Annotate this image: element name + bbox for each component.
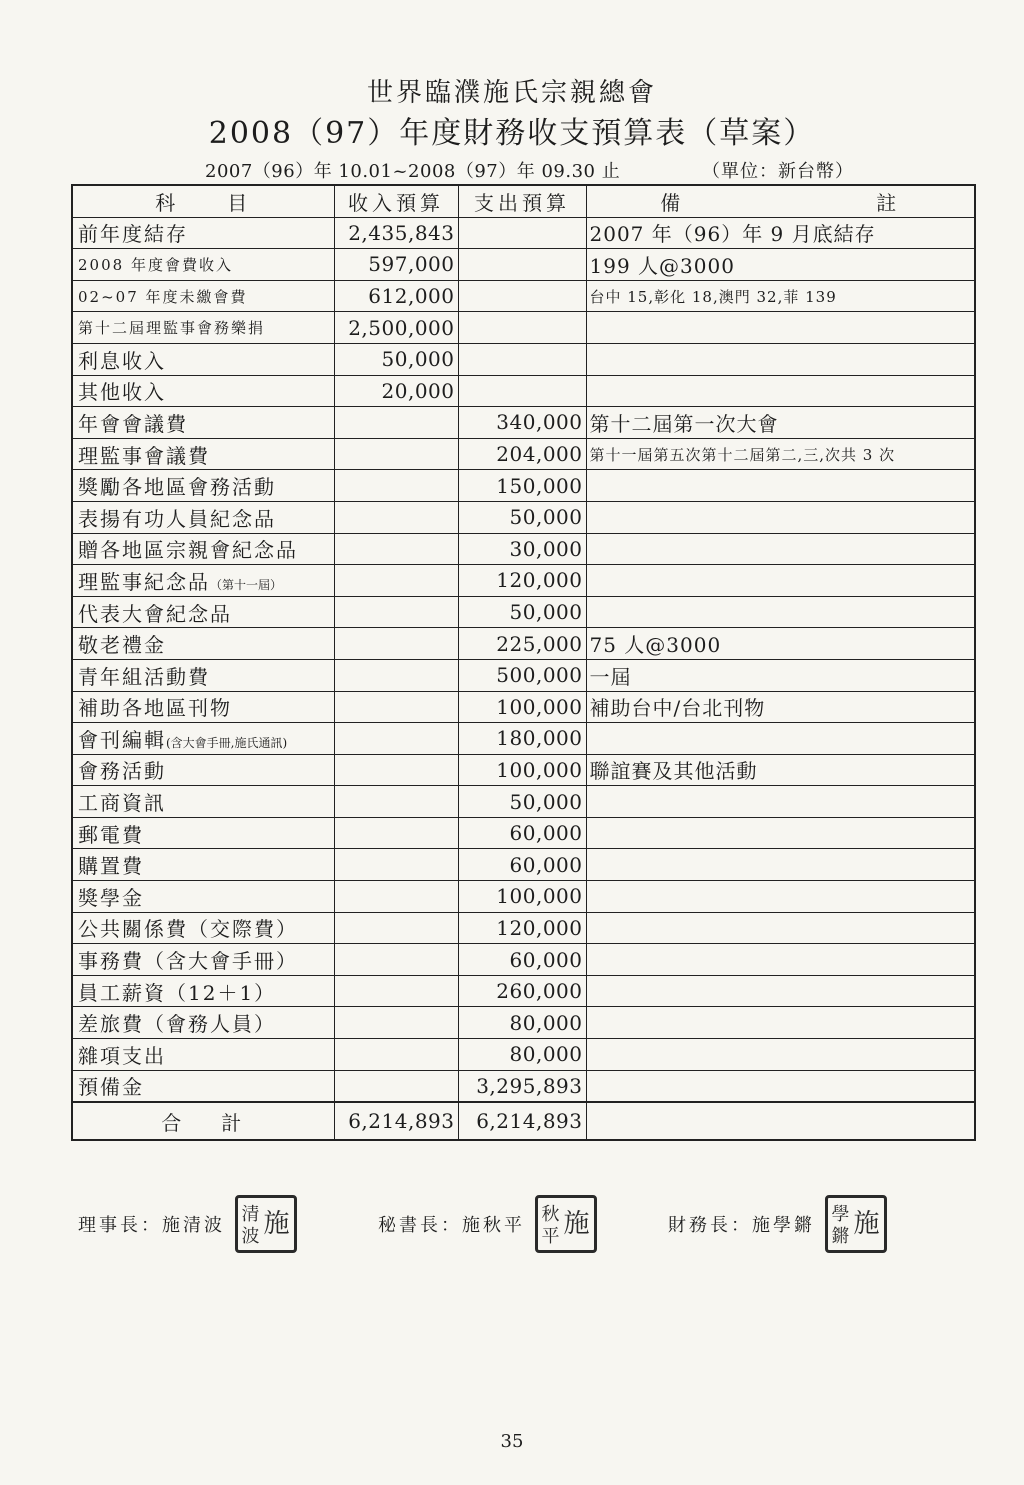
row-note bbox=[586, 565, 975, 597]
row-note bbox=[586, 501, 975, 533]
row-income bbox=[334, 786, 458, 818]
row-item-label: 員工薪資（12＋1） bbox=[78, 980, 277, 1005]
row-income: 597,000 bbox=[334, 249, 458, 281]
row-item bbox=[72, 249, 334, 281]
seal-stamp-icon bbox=[825, 1195, 887, 1253]
table-row bbox=[72, 628, 975, 660]
row-income: 2,500,000 bbox=[334, 312, 458, 344]
row-item bbox=[72, 881, 334, 913]
row-expense: 60,000 bbox=[458, 817, 586, 849]
row-note bbox=[586, 817, 975, 849]
row-expense: 120,000 bbox=[458, 912, 586, 944]
row-income bbox=[334, 817, 458, 849]
row-item bbox=[72, 786, 334, 818]
row-note bbox=[586, 375, 975, 407]
seal-stamp-icon bbox=[535, 1195, 597, 1253]
row-expense: 30,000 bbox=[458, 533, 586, 565]
seal-glyph: 平 bbox=[541, 1226, 563, 1247]
row-expense: 120,000 bbox=[458, 565, 586, 597]
row-note bbox=[586, 596, 975, 628]
budget-rows bbox=[72, 217, 975, 1102]
table-row bbox=[72, 565, 975, 597]
budget-period: 2007（96）年 10.01~2008（97）年 09.30 止 bbox=[205, 161, 621, 182]
row-item bbox=[72, 691, 334, 723]
row-item bbox=[72, 1039, 334, 1071]
row-expense: 500,000 bbox=[458, 659, 586, 691]
row-income bbox=[334, 407, 458, 439]
seal-stamp-icon bbox=[235, 1195, 297, 1253]
row-expense: 100,000 bbox=[458, 881, 586, 913]
signature-title: 秘書長：施秋平 bbox=[378, 1215, 525, 1236]
row-note: 台中 15,彰化 18,澳門 32,菲 139 bbox=[586, 280, 975, 312]
row-expense: 50,000 bbox=[458, 786, 586, 818]
row-item bbox=[72, 849, 334, 881]
row-item-label: 贈各地區宗親會紀念品 bbox=[78, 538, 298, 563]
seal-glyph: 施 bbox=[853, 1209, 883, 1239]
currency-unit: （單位：新台幣） bbox=[702, 161, 854, 182]
seal-glyph: 波 bbox=[241, 1226, 263, 1247]
total-row bbox=[72, 1102, 975, 1140]
row-expense bbox=[458, 375, 586, 407]
row-item bbox=[72, 723, 334, 755]
table-row bbox=[72, 501, 975, 533]
row-income bbox=[334, 596, 458, 628]
row-income bbox=[334, 723, 458, 755]
row-item-label: 利息收入 bbox=[78, 348, 166, 373]
row-expense: 340,000 bbox=[458, 407, 586, 439]
column-header-income: 收入預算 bbox=[334, 185, 458, 217]
row-income: 20,000 bbox=[334, 375, 458, 407]
row-item bbox=[72, 1070, 334, 1102]
row-income bbox=[334, 470, 458, 502]
table-row bbox=[72, 217, 975, 249]
signature-title: 理事長：施清波 bbox=[78, 1215, 225, 1236]
row-item bbox=[72, 754, 334, 786]
row-item bbox=[72, 312, 334, 344]
table-row bbox=[72, 438, 975, 470]
table-row bbox=[72, 596, 975, 628]
row-item bbox=[72, 817, 334, 849]
seal-glyph: 秋 bbox=[541, 1204, 563, 1225]
row-income bbox=[334, 533, 458, 565]
table-row bbox=[72, 786, 975, 818]
table-row bbox=[72, 691, 975, 723]
total-income: 6,214,893 bbox=[334, 1102, 458, 1140]
row-item-label: 差旅費（會務人員） bbox=[78, 1012, 276, 1037]
row-note bbox=[586, 881, 975, 913]
signature-title: 財務長：施學鏘 bbox=[668, 1215, 815, 1236]
table-row bbox=[72, 280, 975, 312]
row-note bbox=[586, 912, 975, 944]
table-row bbox=[72, 881, 975, 913]
table-row bbox=[72, 723, 975, 755]
column-header-expense: 支出預算 bbox=[458, 185, 586, 217]
row-note: 補助台中/台北刊物 bbox=[586, 691, 975, 723]
row-income bbox=[334, 565, 458, 597]
table-row bbox=[72, 912, 975, 944]
row-item-label: 公共關係費（交際費） bbox=[78, 917, 298, 942]
row-item bbox=[72, 217, 334, 249]
table-row bbox=[72, 312, 975, 344]
table-row bbox=[72, 533, 975, 565]
table-row bbox=[72, 659, 975, 691]
row-note: 2007 年（96）年 9 月底結存 bbox=[586, 217, 975, 249]
row-expense: 180,000 bbox=[458, 723, 586, 755]
row-item-label: 02~07 年度未繳會費 bbox=[78, 287, 248, 306]
table-row bbox=[72, 849, 975, 881]
row-item bbox=[72, 628, 334, 660]
seal-glyph: 學 bbox=[831, 1204, 853, 1225]
table-row bbox=[72, 470, 975, 502]
row-item bbox=[72, 501, 334, 533]
signature-secretary bbox=[378, 1195, 597, 1253]
row-item-sublabel: （第十一屆） bbox=[210, 577, 283, 592]
row-note: 聯誼賽及其他活動 bbox=[586, 754, 975, 786]
row-item-label: 購置費 bbox=[78, 854, 144, 879]
table-header-row bbox=[72, 185, 975, 217]
row-income bbox=[334, 659, 458, 691]
row-expense bbox=[458, 343, 586, 375]
row-income bbox=[334, 1039, 458, 1071]
row-note bbox=[586, 723, 975, 755]
row-expense: 100,000 bbox=[458, 691, 586, 723]
row-expense: 60,000 bbox=[458, 849, 586, 881]
row-note: 一屆 bbox=[586, 659, 975, 691]
row-item bbox=[72, 470, 334, 502]
row-expense: 3,295,893 bbox=[458, 1070, 586, 1102]
table-row bbox=[72, 754, 975, 786]
row-note bbox=[586, 312, 975, 344]
row-item-label: 郵電費 bbox=[78, 822, 144, 847]
row-income bbox=[334, 438, 458, 470]
row-item bbox=[72, 375, 334, 407]
row-note bbox=[586, 533, 975, 565]
row-item-label: 表揚有功人員紀念品 bbox=[78, 506, 276, 531]
row-item bbox=[72, 533, 334, 565]
row-expense: 150,000 bbox=[458, 470, 586, 502]
row-income bbox=[334, 881, 458, 913]
seal-glyph: 清 bbox=[241, 1204, 263, 1225]
row-income bbox=[334, 912, 458, 944]
row-expense: 260,000 bbox=[458, 975, 586, 1007]
row-note bbox=[586, 849, 975, 881]
row-income bbox=[334, 1007, 458, 1039]
row-item-label: 會刊編輯 bbox=[78, 727, 166, 752]
row-item-label: 獎學金 bbox=[78, 885, 144, 910]
row-income bbox=[334, 1070, 458, 1102]
row-expense: 204,000 bbox=[458, 438, 586, 470]
row-item bbox=[72, 280, 334, 312]
row-expense: 50,000 bbox=[458, 596, 586, 628]
row-item bbox=[72, 596, 334, 628]
row-item-label: 理監事紀念品 bbox=[78, 569, 210, 594]
row-note bbox=[586, 1070, 975, 1102]
row-income bbox=[334, 691, 458, 723]
row-item bbox=[72, 1007, 334, 1039]
row-expense bbox=[458, 312, 586, 344]
row-item-label: 其他收入 bbox=[78, 380, 166, 405]
row-item bbox=[72, 565, 334, 597]
row-income bbox=[334, 501, 458, 533]
table-row bbox=[72, 1007, 975, 1039]
row-expense bbox=[458, 280, 586, 312]
row-note bbox=[586, 975, 975, 1007]
row-item-label: 代表大會紀念品 bbox=[78, 601, 232, 626]
seal-glyph: 鏘 bbox=[831, 1226, 853, 1247]
row-item bbox=[72, 407, 334, 439]
row-item-label: 理監事會議費 bbox=[78, 443, 210, 468]
signature-chairman bbox=[78, 1195, 297, 1253]
total-expense: 6,214,893 bbox=[458, 1102, 586, 1140]
row-expense: 50,000 bbox=[458, 501, 586, 533]
table-row bbox=[72, 407, 975, 439]
signature-treasurer bbox=[668, 1195, 887, 1253]
document-subtitle: 2008（97）年度財務收支預算表（草案） bbox=[208, 116, 816, 151]
table-row bbox=[72, 1070, 975, 1102]
row-item-label: 前年度結存 bbox=[78, 222, 188, 247]
table-row bbox=[72, 343, 975, 375]
table-row bbox=[72, 1039, 975, 1071]
row-item-label: 獎勵各地區會務活動 bbox=[78, 475, 276, 500]
row-item bbox=[72, 438, 334, 470]
row-item-label: 青年組活動費 bbox=[78, 664, 210, 689]
row-item bbox=[72, 944, 334, 976]
row-note bbox=[586, 944, 975, 976]
table-row bbox=[72, 249, 975, 281]
row-item bbox=[72, 659, 334, 691]
row-income bbox=[334, 975, 458, 1007]
row-note bbox=[586, 1039, 975, 1071]
row-note bbox=[586, 1007, 975, 1039]
row-item-label: 事務費（含大會手冊） bbox=[78, 949, 298, 974]
row-item-sublabel: (含大會手冊,施氏通訊) bbox=[166, 735, 288, 750]
seal-glyph: 施 bbox=[263, 1209, 293, 1239]
signature-row bbox=[0, 1185, 1024, 1245]
row-item-label: 敬老禮金 bbox=[78, 633, 166, 658]
table-row bbox=[72, 817, 975, 849]
row-expense bbox=[458, 217, 586, 249]
row-income: 50,000 bbox=[334, 343, 458, 375]
row-expense bbox=[458, 249, 586, 281]
page-number: 35 bbox=[500, 1431, 524, 1452]
row-income bbox=[334, 849, 458, 881]
row-note bbox=[586, 786, 975, 818]
row-item-label: 預備金 bbox=[78, 1075, 144, 1100]
row-expense: 225,000 bbox=[458, 628, 586, 660]
row-income bbox=[334, 754, 458, 786]
row-expense: 60,000 bbox=[458, 944, 586, 976]
table-row bbox=[72, 944, 975, 976]
row-expense: 80,000 bbox=[458, 1039, 586, 1071]
table-row bbox=[72, 975, 975, 1007]
row-note bbox=[586, 343, 975, 375]
column-header-note: 備 註 bbox=[586, 185, 975, 217]
row-item bbox=[72, 975, 334, 1007]
table-row bbox=[72, 375, 975, 407]
row-note bbox=[586, 470, 975, 502]
column-header-item: 科 目 bbox=[72, 185, 334, 217]
row-item bbox=[72, 343, 334, 375]
row-note: 第十一屆第五次第十二屆第二,三,次共 3 次 bbox=[586, 438, 975, 470]
row-note: 第十二屆第一次大會 bbox=[586, 407, 975, 439]
row-expense: 100,000 bbox=[458, 754, 586, 786]
row-item-label: 年會會議費 bbox=[78, 411, 188, 436]
row-item bbox=[72, 912, 334, 944]
row-note: 75 人@3000 bbox=[586, 628, 975, 660]
seal-glyph: 施 bbox=[563, 1209, 593, 1239]
row-note: 199 人@3000 bbox=[586, 249, 975, 281]
row-item-label: 2008 年度會費收入 bbox=[78, 255, 233, 274]
row-expense: 80,000 bbox=[458, 1007, 586, 1039]
row-item-label: 雜項支出 bbox=[78, 1043, 166, 1068]
row-income: 2,435,843 bbox=[334, 217, 458, 249]
row-income bbox=[334, 628, 458, 660]
row-item-label: 補助各地區刊物 bbox=[78, 696, 232, 721]
row-item-label: 會務活動 bbox=[78, 759, 166, 784]
total-label: 合計 bbox=[72, 1102, 334, 1140]
row-income bbox=[334, 944, 458, 976]
row-income: 612,000 bbox=[334, 280, 458, 312]
document-title: 世界臨濮施氏宗親總會 bbox=[366, 78, 657, 108]
total-note bbox=[586, 1102, 975, 1140]
row-item-label: 第十二屆理監事會務樂捐 bbox=[78, 319, 266, 338]
budget-table bbox=[71, 184, 976, 1141]
row-item-label: 工商資訊 bbox=[78, 791, 166, 816]
